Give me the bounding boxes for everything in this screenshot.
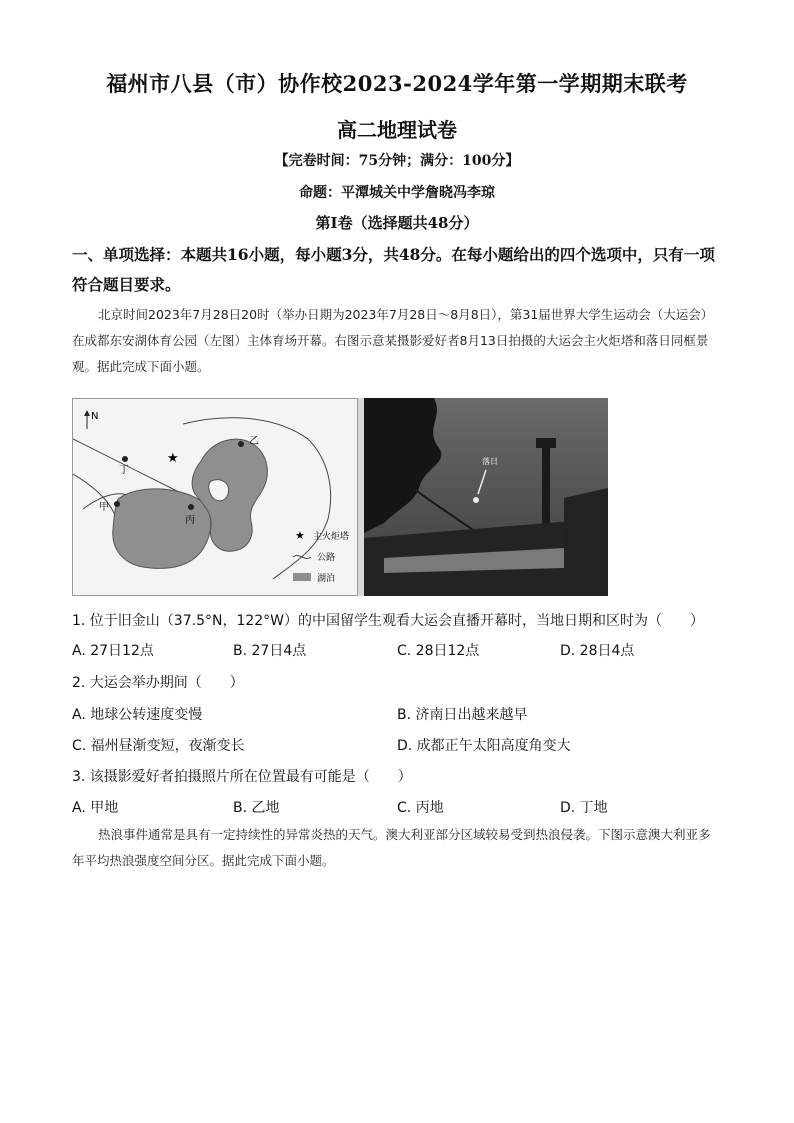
q3-option-a: A. 甲地	[72, 800, 119, 816]
q1-option-b: B. 27日4点	[233, 643, 307, 659]
building	[564, 488, 608, 548]
figure	[72, 398, 608, 596]
q2-option-d: D. 成都正午太阳高度角变大	[397, 738, 571, 754]
label-ding: 丁	[119, 465, 129, 476]
time-info: 【完卷时间：75分钟；满分：100分】	[274, 153, 520, 169]
passage-1: 北京时间2023年7月28日20时（举办日期为2023年7月28日～8月8日），第31届世界大学生运动会（大运会）在成都东安湖体育公园（左图）主体育场开幕。右图示意某摄影爱好者8月13日拍摄的大运会主火炬塔和落日同框景观。据此完成下面小题。	[72, 307, 714, 374]
tower-top	[536, 438, 556, 448]
sunset-icon	[473, 497, 479, 503]
section-heading: 一、单项选择：本题共16小题，每小题3分，共48分。在每小题给出的四个选项中，只有一项符合题目要求。	[72, 245, 715, 294]
exam-title: 福州市八县（市）协作校2023-2024学年第一学期期末联考	[106, 71, 688, 96]
q2-option-b: B. 济南日出越来越早	[397, 707, 528, 723]
q3-option-b: B. 乙地	[233, 800, 280, 816]
legend-star-icon: ★	[295, 529, 305, 542]
question-3: 3. 该摄影爱好者拍摄照片所在位置最有可能是（ ）	[72, 769, 412, 785]
point-ding	[122, 456, 128, 462]
question-1: 1. 位于旧金山（37.5°N，122°W）的中国留学生观看大运会直播开幕时，当地日期和区时为（ ）	[72, 613, 705, 629]
point-bing	[188, 504, 194, 510]
torch-tower	[542, 446, 550, 536]
authors: 命题：平潭城关中学詹晓冯李琼	[299, 185, 495, 201]
map-figure	[72, 398, 358, 596]
lake-south	[113, 489, 211, 569]
q1-option-a: A. 27日12点	[72, 643, 154, 659]
exam-subtitle: 高二地理试卷	[337, 118, 457, 142]
legend-lake: 湖泊	[317, 574, 336, 584]
legend-road: 公路	[317, 553, 336, 563]
photo-figure	[364, 398, 608, 596]
north-arrowhead-icon	[84, 410, 90, 416]
label-bing: 丙	[185, 515, 195, 526]
q3-option-d: D. 丁地	[560, 800, 608, 816]
part-heading: 第Ⅰ卷（选择题共48分）	[315, 214, 479, 232]
sunset-label: 落日	[482, 457, 498, 466]
legend-lake-swatch	[293, 573, 311, 581]
road-4	[73, 474, 118, 524]
label-jia: 甲	[99, 502, 109, 513]
map-svg	[73, 399, 359, 597]
passage-2: 热浪事件通常是具有一定持续性的异常炎热的天气。澳大利亚部分区域较易受到热浪侵袭。下图示意澳大利亚多年平均热浪强度空间分区。据此完成下面小题。	[72, 827, 711, 868]
q3-option-c: C. 丙地	[397, 800, 444, 816]
q1-option-c: C. 28日12点	[397, 643, 480, 659]
torch-star-icon: ★	[167, 451, 179, 466]
point-yi	[238, 441, 244, 447]
photo-svg	[364, 398, 608, 596]
north-label: N	[91, 411, 99, 422]
q2-option-a: A. 地球公转速度变慢	[72, 707, 203, 723]
q2-option-c: C. 福州昼渐变短，夜渐变长	[72, 738, 245, 754]
question-2: 2. 大运会举办期间（ ）	[72, 675, 244, 691]
point-jia	[114, 501, 120, 507]
legend-torch: 主火炬塔	[313, 532, 350, 542]
q1-option-d: D. 28日4点	[560, 643, 635, 659]
label-yi: 乙	[249, 436, 259, 447]
